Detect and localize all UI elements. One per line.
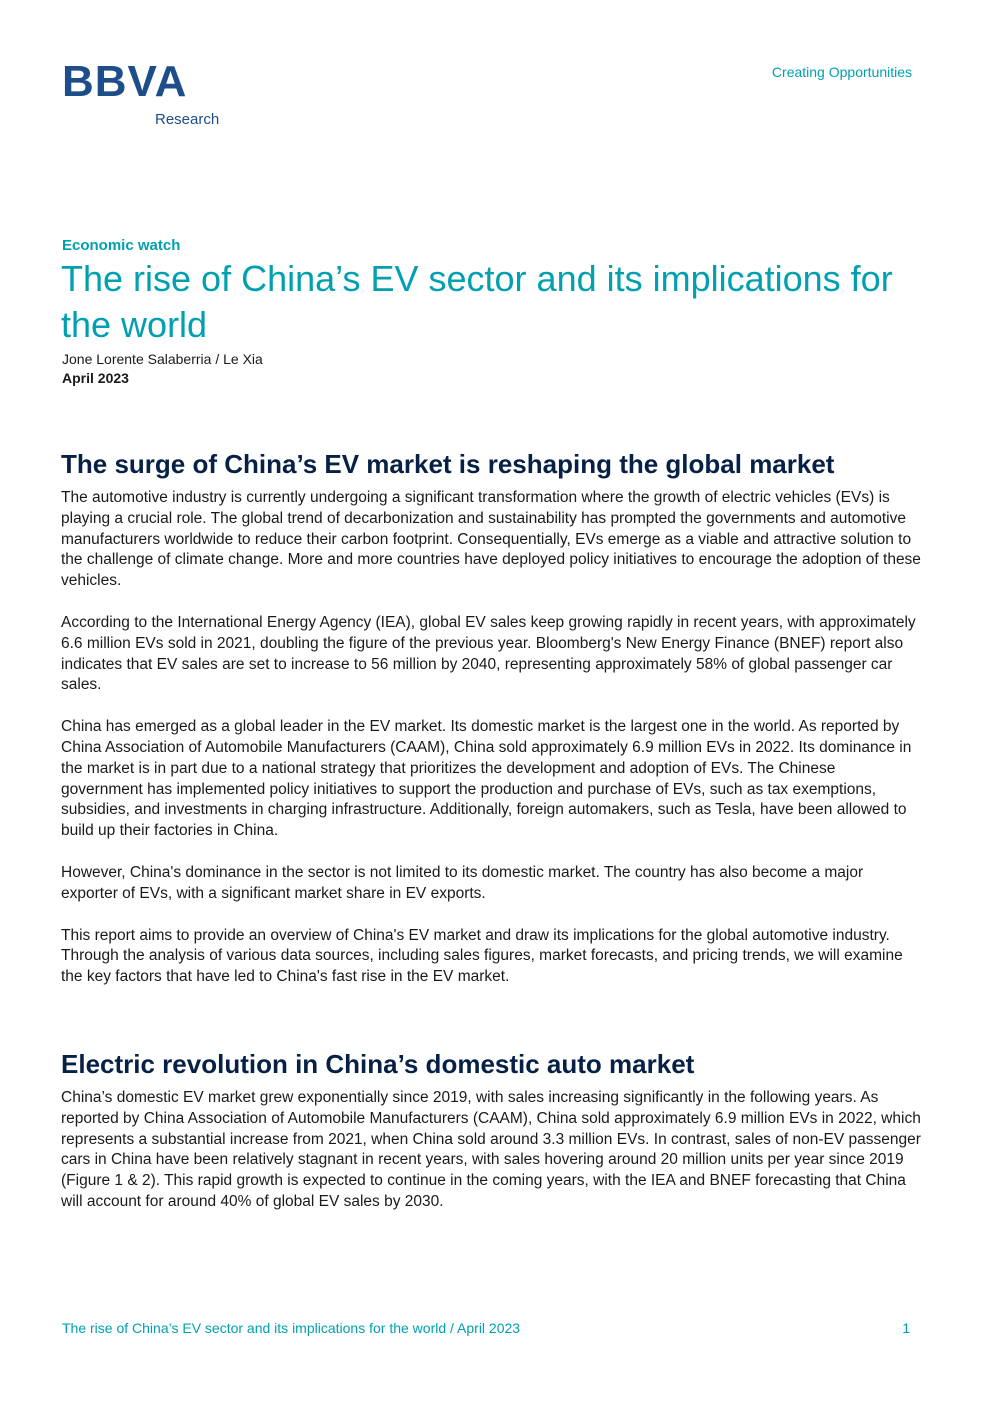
paragraph: The automotive industry is currently undergoing a significant transformation where the growth of electric vehicles (EVs) is playing a crucial role. The global trend of decarbonization and sustainability has prompted the governments and automotive manufacturers worldwide to reduce their carbon footprint. Consequentially, EVs emerge as a viable and attractive solution to the challenge of climate change. More and more countries have deployed policy initiatives to encourage the adoption of these vehicles. [61, 489, 921, 590]
page-number: 1 [902, 1320, 910, 1336]
footer-title: The rise of China’s EV sector and its implications for the world / April 2023 [62, 1320, 521, 1336]
section-heading-1: The surge of China’s EV market is reshaping the global market [61, 449, 835, 479]
section-body-2 [61, 1088, 921, 1234]
section-heading-2: Electric revolution in China’s domestic auto market [61, 1049, 695, 1079]
doc-title: The rise of China’s EV sector and its implications for the world [61, 258, 893, 345]
doc-date: April 2023 [62, 370, 129, 386]
paragraph: However, China's dominance in the sector is not limited to its domestic market. The country has also become a major exporter of EVs, with a significant market share in EV exports. [61, 863, 864, 902]
tagline: Creating Opportunities [771, 64, 912, 80]
bbva-logo-text: BBVA [62, 57, 188, 106]
paragraph: According to the International Energy Agency (IEA), global EV sales keep growing rapidly in recent years, with approximately 6.6 million EVs sold in 2021, doubling the figure of the previous year. Bloomberg's New Energy Finance (BNEF) report also indicates that EV sales are set to increase to 56 million by 2040, representing approximately 58% of global passenger car sales. [61, 613, 916, 694]
section-body-1 [61, 488, 921, 1009]
paragraph: This report aims to provide an overview of China's EV market and draw its implications for the global automotive industry. Through the analysis of various data sources, including sales figures, market forecasts, and pricing trends, we will examine the key factors that have led to China's fast rise in the EV market. [61, 926, 903, 986]
bbva-research-logo [62, 57, 220, 128]
doc-kicker: Economic watch [62, 237, 181, 254]
paragraph: China’s domestic EV market grew exponentially since 2019, with sales increasing significantly in the following years. As reported by China Association of Automobile Manufacturers (CAAM), China sold approximately 6.9 million EVs in 2022, which represents a substantial increase from 2021, when China sold around 3.3 million EVs. In contrast, sales of non-EV passenger cars in China have been relatively stagnant in recent years, with sales hovering around 20 million units per year since 2019 (Figure 1 & 2). This rapid growth is expected to continue in the coming years, with the IEA and BNEF forecasting that China will account for around 40% of global EV sales by 2030. [61, 1089, 921, 1210]
doc-authors: Jone Lorente Salaberria / Le Xia [62, 351, 263, 367]
research-logo-text: Research [155, 111, 220, 128]
paragraph: China has emerged as a global leader in the EV market. Its domestic market is the largest one in the world. As reported by China Association of Automobile Manufacturers (CAAM), China sold approximately 6.9 million EVs in 2022. Its dominance in the market is in part due to a national strategy that prioritizes the development and adoption of EVs. The Chinese government has implemented policy initiatives to support the production and purchase of EVs, such as tax exemptions, subsidies, and investments in charging infrastructure. Additionally, foreign automakers, such as Tesla, have been allowed to build up their factories in China. [61, 718, 912, 840]
